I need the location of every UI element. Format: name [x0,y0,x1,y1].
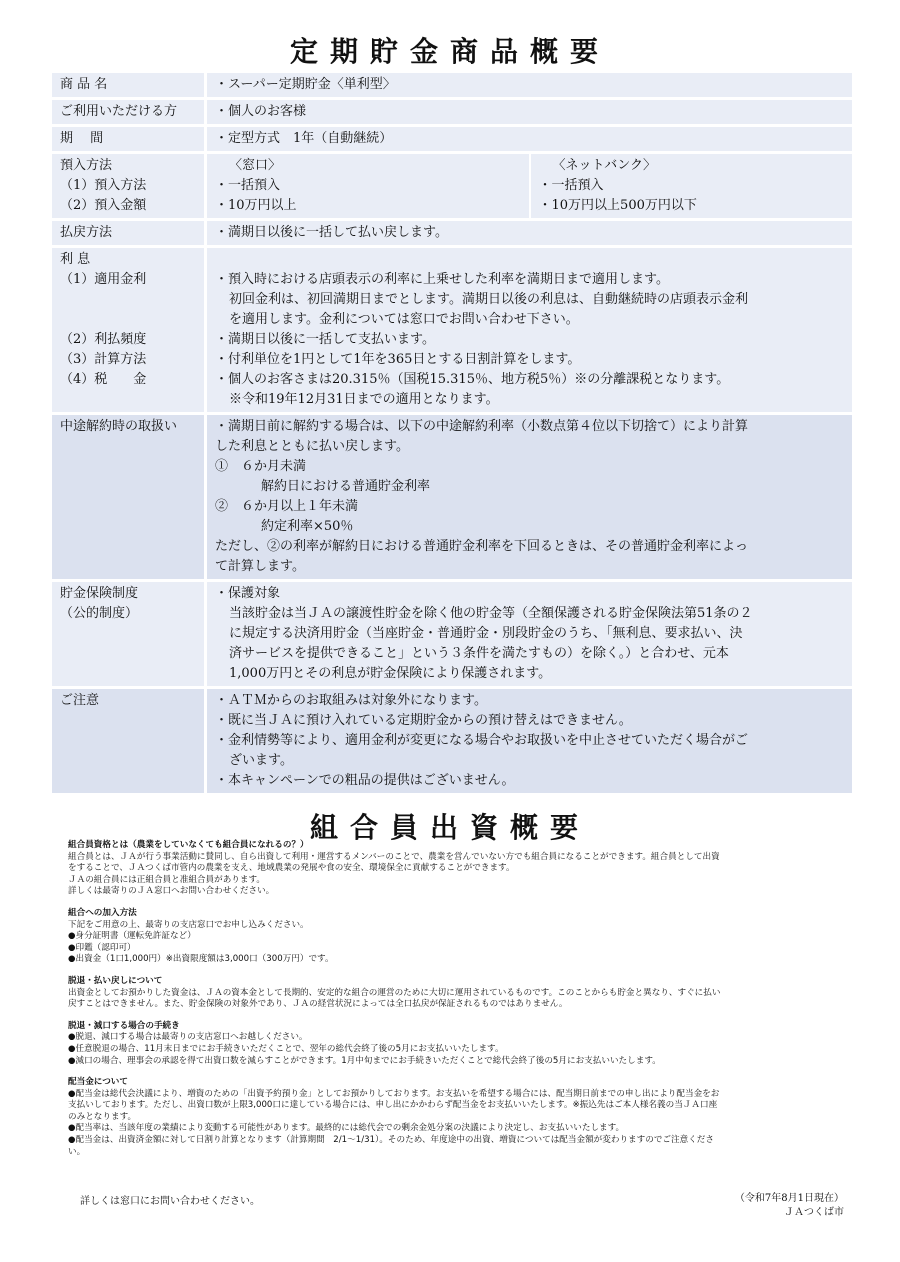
subsection-heading: 配当金について [68,1077,128,1088]
row-label: 期 間 [52,127,207,151]
text-line: ●減口の場合、理事会の承認を得て出資口数を減らすことができます。1月中旬までにお手続きいただくことで総代会終了後の5月にお支払いいたします。 [68,1055,661,1066]
column-line: ・10万円以上 [215,198,297,213]
column-heading: 〈ネットバンク〉 [552,158,656,173]
label-line: 利 息 [60,252,91,267]
footer-info [735,1192,844,1220]
row-label [52,248,207,412]
text-line: ・満期日以後に一括して支払います。 [215,332,435,347]
text-line: ・ＡＴＭからのお取組みは対象外になります。 [215,693,487,708]
text-line: ※令和19年12月31日までの適用となります。 [229,392,499,407]
text-line: した利息とともに払い戻します。 [215,439,409,454]
text-line: を適用します。金利については窓口でお問い合わせ下さい。 [229,312,579,327]
label-line: （公的制度） [60,606,139,621]
row-label [52,154,207,218]
page-title: 定期貯金商品概要 [289,35,610,68]
table-row [52,221,852,245]
table-row [52,582,852,686]
text-line: ＪＡの組合員には正組合員と准組合員があります。 [68,874,265,885]
text-line: のみとなります。 [68,1111,137,1122]
text-line: 初回金利は、初回満期日までとします。満期日以後の利息は、自動継続時の店頭表示金利 [229,292,748,307]
label-line: （1）適用金利 [60,272,147,287]
text-line: ・預入時における店頭表示の利率に上乗せした利率を満期日まで適用します。 [215,272,669,287]
subsection-heading: 脱退・減口する場合の手続き [68,1020,180,1031]
row-label: 中途解約時の取扱い [52,415,207,579]
organization-name: ＪＡつくば市 [784,1207,844,1218]
deposit-columns [207,154,852,218]
label-line: （2）利払頻度 [60,332,147,347]
netbank-column [531,154,853,218]
text-line: ① ６か月未満 [215,459,307,474]
text-line: 下記をご用意の上、最寄りの支店窓口でお申し込みください。 [68,919,309,930]
row-label: 商 品 名 [52,73,207,97]
row-value [207,582,852,686]
subsection-heading: 脱退・払い戻しについて [68,975,163,986]
text-line: ・個人のお客さまは20.315％（国税15.315％、地方税5％）※の分離課税となります。 [215,372,730,387]
row-value: ・満期日以後に一括して払い戻します。 [207,221,852,245]
text-line: 出資金としてお預かりした資金は、ＪＡの資本金として長期的、安定的な組合の運営のために大切に運用されているものです。このことからも貯金と異なり、すぐに払い [68,987,721,998]
row-value: ・スーパー定期貯金〈単利型〉 [207,73,852,97]
table-row [52,100,852,124]
row-label [52,582,207,686]
contact-note: 詳しくは窓口にお問い合わせください。 [80,1196,260,1207]
text-line: 済サービスを提供できること」という３条件を満たすもの）を除く。）と合わせ、元本 [229,646,729,661]
text-line: ・金利情勢等により、適用金利が変更になる場合やお取扱いを中止させていただく場合がご [215,733,749,748]
text-line: ・保護対象 [215,586,281,601]
label-line: （2）預入金額 [60,198,147,213]
text-line: ただし、②の利率が解約日における普通貯金利率を下回るときは、その普通貯金利率によっ [215,539,749,554]
row-value: ・定型方式 1年（自動継続） [207,127,852,151]
text-line: ・付利単位を1円として1年を365日とする日割計算をします。 [215,352,581,367]
row-label: ご利用いただける方 [52,100,207,124]
text-line: に規定する決済用貯金（当座貯金・普通貯金・別段貯金のうち、「無利息、要求払い、決 [229,626,743,641]
row-value: ・個人のお客様 [207,100,852,124]
table-row [52,73,852,97]
subsection-heading: 組合への加入方法 [68,907,137,918]
table-row [52,127,852,151]
column-line: ・一括預入 [538,178,604,193]
label-line: 貯金保険制度 [60,586,139,601]
text-line: ●配当金は総代会決議により、増資のための「出資予約預り金」としてお預かりしております。お支払いを希望する場合には、配当期日前までの申し出により配当金をお [68,1088,720,1099]
label-line: （4）税 金 [60,372,147,387]
text-line: 詳しくは最寄りのＪＡ窓口へお問い合わせください。 [68,886,275,897]
row-value [207,154,852,218]
text-line: 約定利率×50％ [261,519,354,534]
text-line: ●配当率は、当該年度の業績により変動する可能性があります。最終的には総代会での剰余金処分案の決議により決定し、お支払いいたします。 [68,1123,625,1134]
text-line: 戻すことはできません。また、貯金保険の対象外であり、ＪＡの経営状況によっては全口払戻が保証されるものではありません。 [68,999,568,1010]
label-line: 預入方法 [60,158,113,173]
row-label: 払戻方法 [52,221,207,245]
text-line: ●身分証明書（運転免許証など） [68,931,196,942]
label-line: （3）計算方法 [60,352,147,367]
text-line: ●脱退、減口する場合は最寄りの支店窓口へお越しください。 [68,1032,308,1043]
row-value [207,415,852,579]
text-line: ・既に当ＪＡに預け入れている定期貯金からの預け替えはできません。 [215,713,632,728]
section-title: 組合員出資概要 [309,811,590,844]
text-line: をすることで、ＪＡつくば市管内の農業を支え、地域農業の発展や食の安全、環境保全に貢献することができます。 [68,863,515,874]
product-summary-table [52,70,852,796]
column-heading: 〈窓口〉 [229,158,282,173]
text-line: ●印鑑（認印可） [68,942,136,953]
table-row [52,415,852,579]
row-label: ご注意 [52,689,207,793]
membership-section [68,840,848,1158]
text-line: ・満期日前に解約する場合は、以下の中途解約利率（小数点第４位以下切捨て）により計算 [215,419,749,434]
text-line: ●配当金は、出資済金額に対して日割り計算となります（計算期間 2/1～1/31）。そのため、年度途中の出資、増資については配当金額が変わりますのでご注意くださ [68,1135,714,1146]
table-row [52,154,852,218]
table-row [52,248,852,412]
text-line: ・本キャンペーンでの粗品の提供はございません。 [215,773,515,788]
column-line: ・10万円以上500万円以下 [538,198,697,213]
row-value [207,689,852,793]
text-line: い。 [68,1146,86,1157]
column-line: ・一括預入 [215,178,281,193]
text-line: 当該貯金は当ＪＡの譲渡性貯金を除く他の貯金等（全額保護される貯金保険法第51条の２ [229,606,753,621]
subsection-heading: 組合員資格とは（農業をしていなくても組合員になれるの？） [68,840,309,850]
table-row [52,689,852,793]
text-line: ●出資金（1口1,000円）※出資限度額は3,000口（300万円）です。 [68,954,334,965]
text-line: ●任意脱退の場合、11月末日までにお手続きいただくことで、翌年の総代会終了後の5月にお支払いいたします。 [68,1043,504,1054]
text-line: て計算します。 [215,559,305,574]
text-line: ② ６か月以上１年未満 [215,499,359,514]
counter-column [207,154,531,218]
text-line: 1,000万円とその利息が貯金保険により保護されます。 [229,666,552,681]
text-line: 支払いしております。ただし、出資口数が上限3,000口に達している場合には、申し出にかかわらず配当金をお支払いいたします。※振込先はご本人様名義の当ＪＡ口座 [68,1100,718,1111]
text-line: 組合員とは、ＪＡが行う事業活動に賛同し、自ら出資して利用・運営するメンバーのことで、農業を営んでいない方でも組合員になることができます。組合員として出資 [68,851,720,862]
text-line: ざいます。 [229,753,293,768]
as-of-date: （令和7年8月1日現在） [734,1193,844,1204]
row-value [207,248,852,412]
label-line: （1）預入方法 [60,178,147,193]
text-line: 解約日における普通貯金利率 [261,479,431,494]
